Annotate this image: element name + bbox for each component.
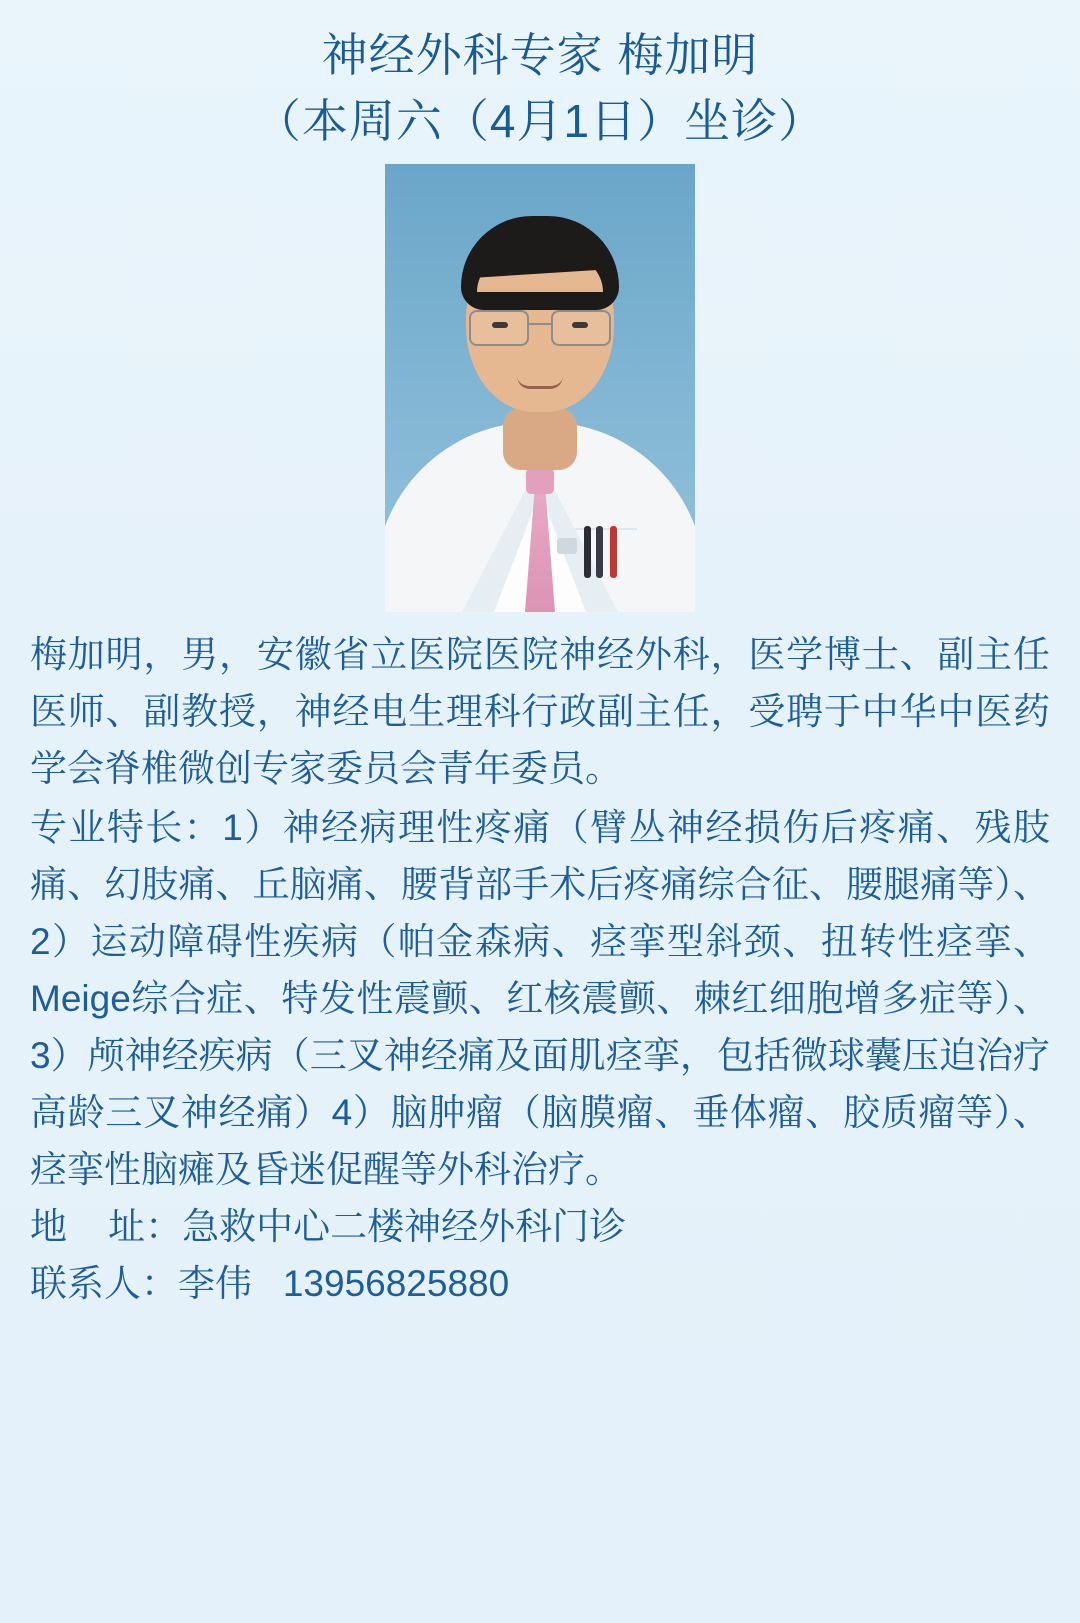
glasses-right-lens [551, 310, 611, 346]
doctor-photo-frame [385, 164, 695, 612]
glasses-left-lens [469, 310, 529, 346]
pen-icon-2 [596, 526, 603, 578]
poster-title-block [0, 0, 1080, 154]
clinic-address: 地 址：急救中心二楼神经外科门诊 [30, 1206, 627, 1247]
glasses-icon [465, 310, 615, 344]
mouth-shape [517, 376, 563, 389]
hair-shape [461, 216, 619, 310]
contact-person: 联系人：李伟 13956825880 [30, 1263, 510, 1304]
doctor-biography: 梅加明，男，安徽省立医院医院神经外科，医学博士、副主任医师、副教授，神经电生理科行政副主任，受聘于中华中医药学会脊椎微创专家委员会青年委员。 [30, 634, 1050, 789]
pen-icon-1 [584, 526, 591, 578]
doctor-specialty: 专业特长：1）神经病理性疼痛（臂丛神经损伤后疼痛、残肢痛、幻肢痛、丘脑痛、腰背部手术后疼痛综合征、腰腿痛等）、2）运动障碍性疾病（帕金森病、痉挛型斜颈、扭转性痉挛、Meige综合症、特发性震颤、红核震颤、棘红细胞增多症等）、3）颅神经疾病（三叉神经痛及面肌痉挛，包括微球囊压迫治疗高龄三叉神经痛）4）脑肿瘤（脑膜瘤、垂体瘤、胶质瘤等）、痉挛性脑瘫及昏迷促醒等外科治疗。 [30, 807, 1050, 1190]
pen-icon-3 [610, 526, 617, 578]
page-title-line-1: 神经外科专家 梅加明 [321, 29, 759, 81]
neck-shape [503, 408, 577, 470]
glasses-bridge [527, 323, 553, 325]
necktie-knot-shape [526, 468, 554, 494]
page-title-line-2: （本周六（4月1日）坐诊） [254, 95, 826, 147]
poster-body [0, 612, 1080, 1312]
coat-badge-shape [557, 538, 577, 554]
doctor-portrait [385, 164, 695, 612]
